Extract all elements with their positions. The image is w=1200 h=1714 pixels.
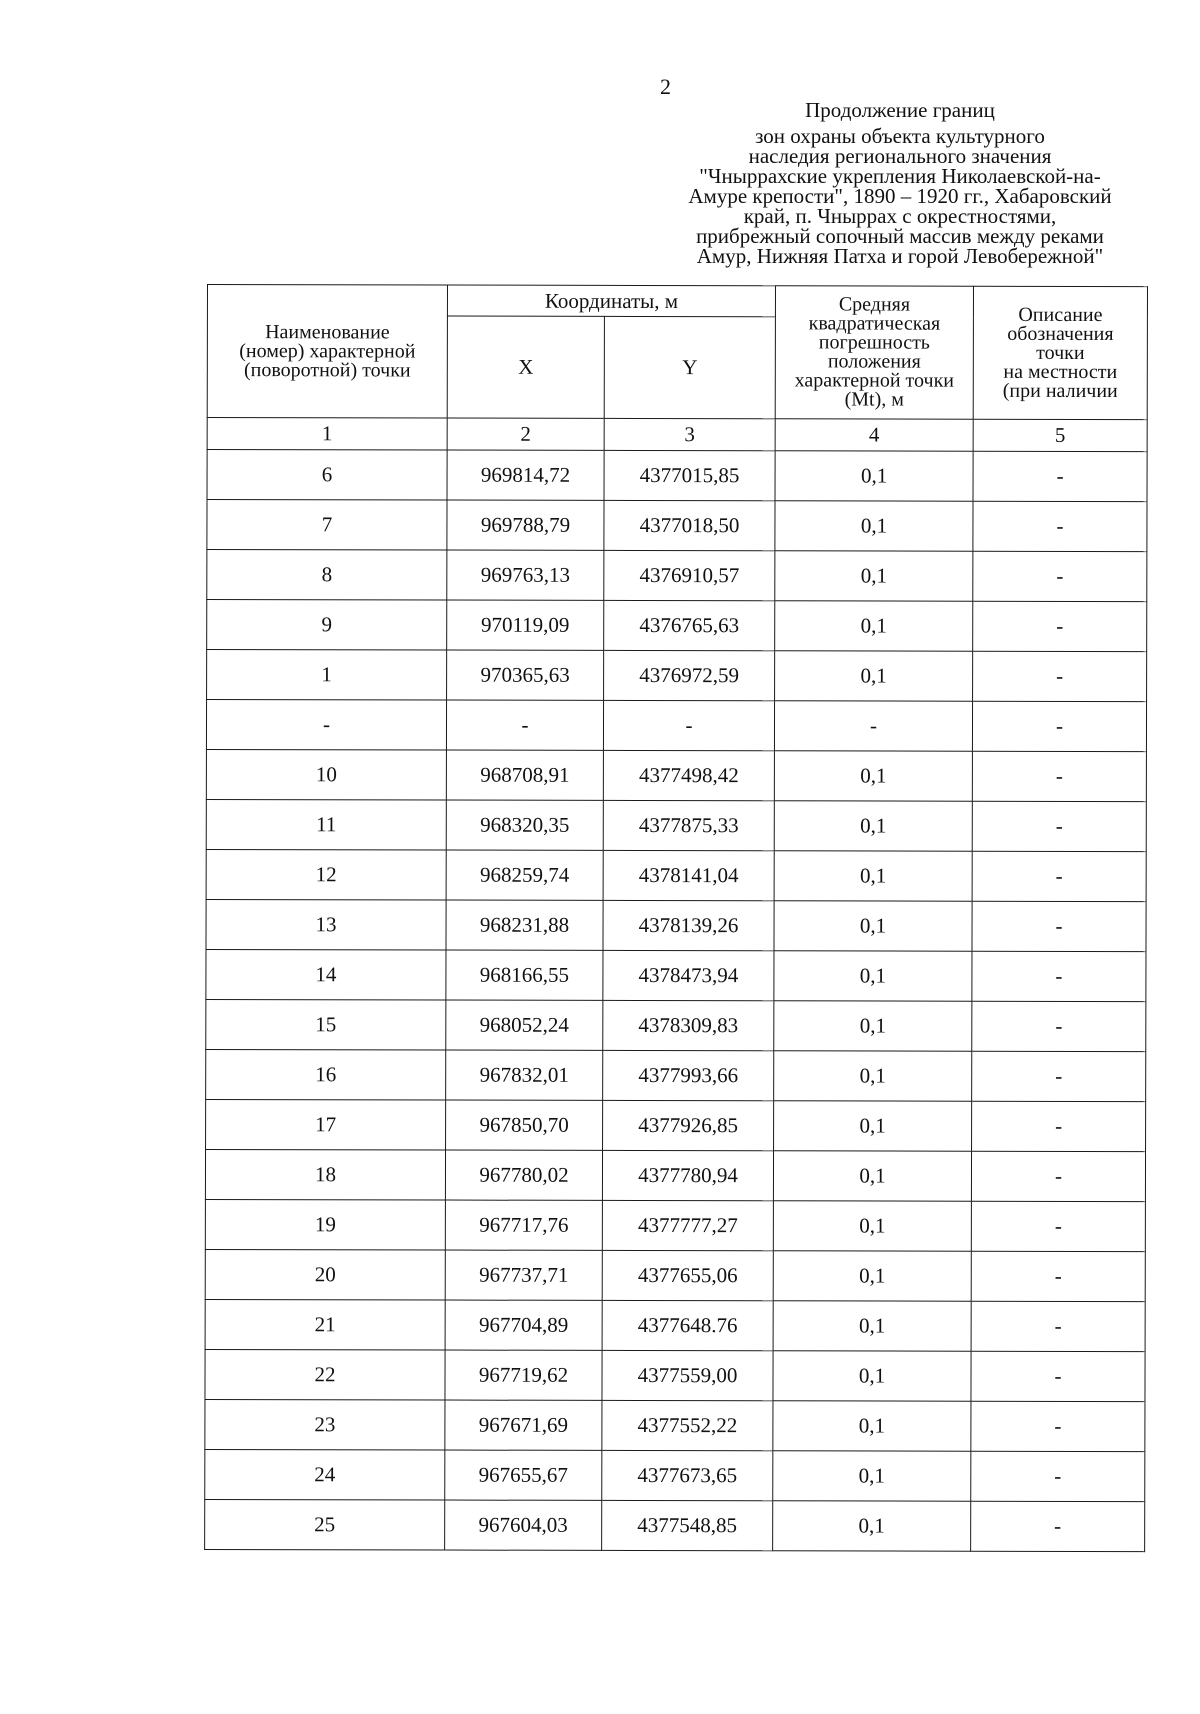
cell-mean-square-error: 0,1 <box>773 1251 971 1301</box>
column-number-row <box>207 418 1147 452</box>
cell-point-number: 21 <box>205 1299 445 1350</box>
cell-description: - <box>973 551 1147 601</box>
cell-x-coordinate: 969763,13 <box>447 550 604 600</box>
cell-point-number: 12 <box>206 849 446 900</box>
cell-description: - <box>971 1351 1145 1401</box>
cell-mean-square-error: 0,1 <box>774 901 972 951</box>
cell-y-coordinate: - <box>603 700 774 750</box>
table-row <box>207 550 1147 602</box>
cell-y-coordinate: 4377648.76 <box>602 1300 773 1350</box>
header-description-line: Описание <box>1018 303 1103 326</box>
table-row <box>205 1499 1145 1551</box>
table-row <box>206 799 1146 851</box>
cell-mean-square-error: 0,1 <box>774 801 972 851</box>
table-row <box>205 1249 1145 1301</box>
table-row <box>205 1299 1145 1351</box>
header-error-line: квадратическая <box>808 312 941 335</box>
cell-description: - <box>973 451 1147 501</box>
table-row <box>207 450 1147 502</box>
cell-point-number: 18 <box>205 1149 445 1200</box>
table-row <box>205 1449 1145 1501</box>
cell-point-number: 24 <box>205 1449 445 1500</box>
heading-line: "Чныррахские укрепления Николаевской-на- <box>699 164 1101 188</box>
cell-description: - <box>972 851 1146 901</box>
cell-point-number: 19 <box>205 1199 445 1250</box>
coordinates-table <box>204 284 1148 1552</box>
header-error-line: Средняя <box>838 293 911 316</box>
table-row <box>206 1049 1146 1101</box>
cell-mean-square-error: 0,1 <box>773 1401 971 1451</box>
cell-y-coordinate: 4376910,57 <box>604 550 775 600</box>
page-number: 2 <box>660 74 671 99</box>
cell-point-number: 10 <box>206 749 446 800</box>
cell-point-number: 14 <box>206 949 446 1000</box>
cell-point-number: 11 <box>206 799 446 850</box>
cell-x-coordinate: 967717,76 <box>445 1200 602 1250</box>
table-row <box>206 849 1146 901</box>
cell-description: - <box>971 1301 1145 1351</box>
column-number: 1 <box>207 418 447 451</box>
column-number: 3 <box>604 418 775 450</box>
cell-mean-square-error: 0,1 <box>775 601 973 651</box>
cell-mean-square-error: 0,1 <box>774 751 972 801</box>
cell-description: - <box>971 1451 1145 1501</box>
cell-description: - <box>972 951 1146 1001</box>
cell-y-coordinate: 4377993,66 <box>603 1050 774 1100</box>
cell-mean-square-error: 0,1 <box>773 1201 971 1251</box>
cell-x-coordinate: 968259,74 <box>446 850 603 900</box>
cell-mean-square-error: 0,1 <box>774 1051 972 1101</box>
cell-x-coordinate: 968320,35 <box>446 800 603 850</box>
cell-x-coordinate: 968708,91 <box>446 750 603 800</box>
cell-point-number: 23 <box>205 1399 445 1450</box>
header-x: X <box>447 316 604 418</box>
cell-mean-square-error: 0,1 <box>775 651 973 701</box>
cell-mean-square-error: 0,1 <box>775 451 973 501</box>
cell-description: - <box>972 901 1146 951</box>
header-description-line: точки <box>1036 341 1085 364</box>
header-point-name-line: (поворотной) точки <box>243 358 411 381</box>
header-error-line: положения <box>827 350 921 373</box>
cell-point-number: 7 <box>207 500 447 551</box>
cell-description: - <box>972 801 1146 851</box>
cell-x-coordinate: 969814,72 <box>447 450 604 500</box>
table-row <box>207 650 1147 702</box>
cell-mean-square-error: - <box>774 701 972 751</box>
table-row <box>207 600 1147 652</box>
cell-point-number: 20 <box>205 1249 445 1300</box>
header-coordinates: Координаты, м <box>447 285 775 317</box>
cell-description: - <box>972 751 1146 801</box>
heading-line: Амуре крепости", 1890 – 1920 гг., Хабаровский <box>688 184 1112 208</box>
cell-point-number: 13 <box>206 899 446 950</box>
cell-description: - <box>973 501 1147 551</box>
cell-x-coordinate: 968052,24 <box>446 1000 603 1050</box>
cell-y-coordinate: 4377780,94 <box>602 1150 773 1200</box>
cell-y-coordinate: 4376765,63 <box>604 600 775 650</box>
header-error-line: погрешность <box>818 331 930 354</box>
header-point-name <box>207 285 447 419</box>
table-row <box>206 1099 1146 1151</box>
cell-description: - <box>972 1101 1146 1151</box>
table-row <box>206 899 1146 951</box>
cell-x-coordinate: - <box>446 700 603 750</box>
cell-y-coordinate: 4377926,85 <box>603 1100 774 1150</box>
cell-mean-square-error: 0,1 <box>773 1451 971 1501</box>
cell-x-coordinate: 968166,55 <box>446 950 603 1000</box>
cell-mean-square-error: 0,1 <box>774 851 972 901</box>
cell-x-coordinate: 969788,79 <box>447 500 604 550</box>
header-description-line: на местности <box>1003 360 1118 383</box>
header-description-line: (при наличии <box>1002 379 1118 402</box>
cell-point-number: 25 <box>205 1499 445 1550</box>
header-point-name-line: Наименование <box>265 320 390 343</box>
cell-x-coordinate: 967671,69 <box>445 1400 602 1450</box>
cell-y-coordinate: 4377498,42 <box>603 750 774 800</box>
heading-line: Амур, Нижняя Патха и горой Левобережной" <box>696 244 1104 268</box>
heading-line: наследия регионального значения <box>748 144 1052 168</box>
cell-point-number: 17 <box>206 1099 446 1150</box>
cell-y-coordinate: 4377018,50 <box>604 500 775 550</box>
cell-y-coordinate: 4377552,22 <box>602 1400 773 1450</box>
cell-mean-square-error: 0,1 <box>774 1001 972 1051</box>
cell-point-number: 8 <box>207 550 447 601</box>
cell-mean-square-error: 0,1 <box>773 1151 971 1201</box>
table-row <box>205 1149 1145 1201</box>
cell-y-coordinate: 4377673,65 <box>602 1450 773 1500</box>
cell-x-coordinate: 967737,71 <box>445 1250 602 1300</box>
cell-y-coordinate: 4377875,33 <box>603 800 774 850</box>
cell-mean-square-error: 0,1 <box>774 1101 972 1151</box>
header-description-line: обозначения <box>1007 322 1114 345</box>
cell-y-coordinate: 4378473,94 <box>603 950 774 1000</box>
cell-x-coordinate: 967704,89 <box>445 1300 602 1350</box>
cell-y-coordinate: 4377015,85 <box>604 450 775 500</box>
cell-y-coordinate: 4377655,06 <box>602 1250 773 1300</box>
cell-description: - <box>971 1401 1145 1451</box>
cell-description: - <box>971 1201 1145 1251</box>
cell-y-coordinate: 4378139,26 <box>603 900 774 950</box>
column-number: 2 <box>447 418 604 450</box>
table-row <box>207 500 1147 552</box>
cell-point-number: 15 <box>206 999 446 1050</box>
heading-line: прибрежный сопочный массив между реками <box>696 224 1104 248</box>
cell-mean-square-error: 0,1 <box>775 501 973 551</box>
cell-description: - <box>971 1251 1145 1301</box>
cell-x-coordinate: 970365,63 <box>447 650 604 700</box>
table-row <box>205 1349 1145 1401</box>
table-row <box>206 700 1146 752</box>
cell-point-number: 22 <box>205 1349 445 1400</box>
cell-point-number: 16 <box>206 1049 446 1100</box>
cell-description: - <box>972 1051 1146 1101</box>
heading-first-line: Продолжение границ <box>805 98 995 122</box>
column-number: 5 <box>973 419 1147 451</box>
header-description <box>973 286 1147 419</box>
cell-x-coordinate: 967832,01 <box>446 1050 603 1100</box>
cell-description: - <box>972 1001 1146 1051</box>
heading-line: край, п. Чныррах с окрестностями, <box>743 204 1057 228</box>
header-y: Y <box>604 316 775 418</box>
header-error-line: (Mt), м <box>844 388 904 411</box>
cell-description: - <box>973 651 1147 701</box>
cell-mean-square-error: 0,1 <box>774 951 972 1001</box>
cell-x-coordinate: 968231,88 <box>446 900 603 950</box>
table-header <box>207 285 1147 452</box>
table-row <box>205 1199 1145 1251</box>
cell-y-coordinate: 4378141,04 <box>603 850 774 900</box>
cell-point-number: 9 <box>207 600 447 651</box>
cell-y-coordinate: 4378309,83 <box>603 1000 774 1050</box>
cell-x-coordinate: 967780,02 <box>445 1150 602 1200</box>
header-point-name-line: (номер) характерной <box>239 339 416 362</box>
cell-point-number: 1 <box>207 650 447 701</box>
cell-point-number: - <box>206 700 446 751</box>
cell-x-coordinate: 970119,09 <box>447 600 604 650</box>
cell-description: - <box>971 1151 1145 1201</box>
cell-x-coordinate: 967655,67 <box>445 1450 602 1500</box>
heading-line: зон охраны объекта культурного <box>755 124 1045 148</box>
cell-y-coordinate: 4377548,85 <box>602 1500 773 1550</box>
cell-x-coordinate: 967850,70 <box>446 1100 603 1150</box>
table-body <box>205 450 1148 1552</box>
header-error-line: характерной точки <box>794 369 955 392</box>
table-row <box>206 949 1146 1001</box>
document-heading <box>640 100 1160 266</box>
cell-mean-square-error: 0,1 <box>773 1501 971 1551</box>
cell-y-coordinate: 4376972,59 <box>604 650 775 700</box>
table-row <box>205 1399 1145 1451</box>
table-row <box>206 749 1146 801</box>
cell-description: - <box>972 701 1146 751</box>
cell-x-coordinate: 967719,62 <box>445 1350 602 1400</box>
header-mean-square-error <box>775 286 973 419</box>
cell-mean-square-error: 0,1 <box>773 1301 971 1351</box>
column-number: 4 <box>775 419 973 451</box>
cell-y-coordinate: 4377559,00 <box>602 1350 773 1400</box>
cell-description: - <box>973 601 1147 651</box>
cell-y-coordinate: 4377777,27 <box>602 1200 773 1250</box>
cell-mean-square-error: 0,1 <box>775 551 973 601</box>
cell-description: - <box>971 1501 1145 1551</box>
table-row <box>206 999 1146 1051</box>
cell-x-coordinate: 967604,03 <box>445 1500 602 1550</box>
cell-mean-square-error: 0,1 <box>773 1351 971 1401</box>
cell-point-number: 6 <box>207 450 447 501</box>
